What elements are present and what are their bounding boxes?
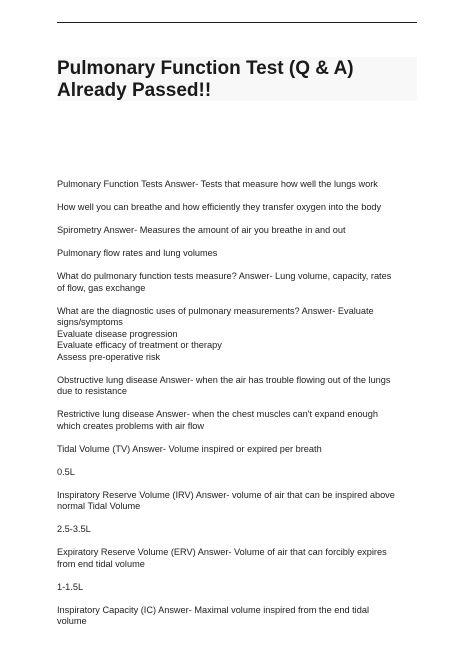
header-rule: [57, 22, 417, 23]
title-line-1: Pulmonary Function Test (Q & A): [57, 58, 354, 79]
qa-entry: Spirometry Answer- Measures the amount of air you breathe in and out: [57, 225, 346, 235]
qa-entry: Pulmonary flow rates and lung volumes: [57, 248, 218, 258]
qa-entry: Obstructive lung disease Answer- when the air has trouble flowing out of the lungs due to resistance: [57, 374, 391, 396]
qa-entry: Tidal Volume (TV) Answer- Volume inspired or expired per breath: [57, 443, 322, 454]
qa-list: [57, 179, 422, 639]
qa-entry: 0.5L: [57, 466, 75, 477]
qa-entry: 1-1.5L: [57, 581, 84, 592]
qa-entry: Inspiratory Capacity (IC) Answer- Maximal volume inspired from the end tidal volume: [57, 604, 369, 626]
qa-entry: What do pulmonary function tests measure? Answer- Lung volume, capacity, rates of flow, gas exchange: [57, 271, 392, 293]
qa-entry: 2.5-3.5L: [57, 524, 91, 534]
qa-entry: Restrictive lung disease Answer- when the chest muscles can't expand enough which creates problems with air flow: [57, 409, 378, 431]
qa-entry: Expiratory Reserve Volume (ERV) Answer- Volume of air that can forcibly expires from end tidal volume: [57, 547, 387, 569]
title-line-2: Already Passed!!: [57, 80, 212, 101]
document-title: [57, 58, 422, 102]
qa-entry: Inspiratory Reserve Volume (IRV) Answer- volume of air that can be inspired above normal Tidal Volume: [57, 489, 395, 511]
qa-entry: How well you can breathe and how efficiently they transfer oxygen into the body: [57, 202, 382, 212]
qa-entry: Pulmonary Function Tests Answer- Tests that measure how well the lungs work: [57, 179, 378, 189]
qa-entry: What are the diagnostic uses of pulmonary measurements? Answer- Evaluate signs/symptoms Evaluate disease progression Evaluate efficacy of treatment or therapy Assess pre-operative risk: [57, 305, 374, 362]
